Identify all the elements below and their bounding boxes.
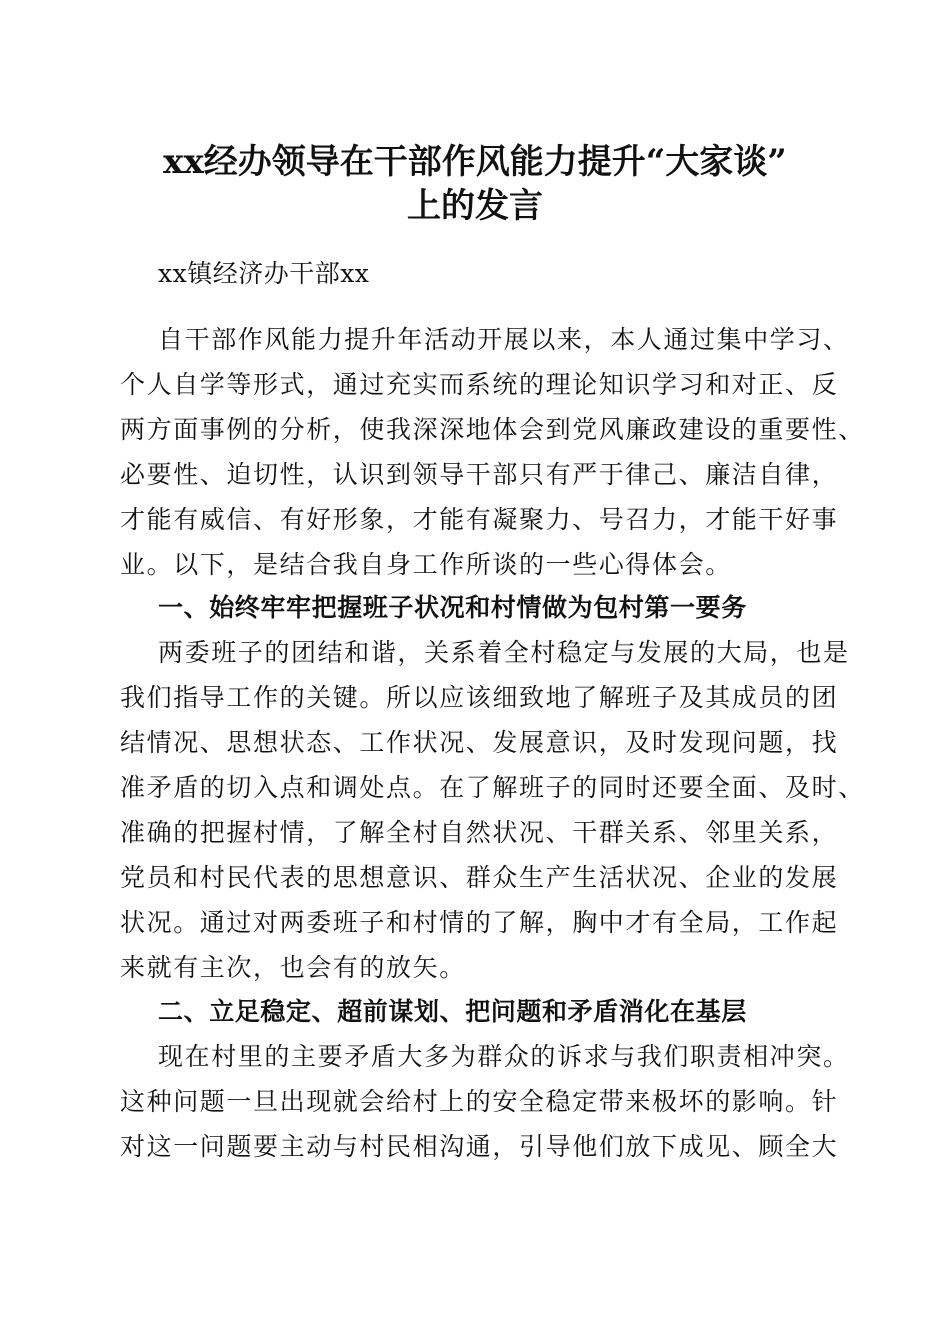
section2-line-3: 对这一问题要主动与村民相沟通，引导他们放下成见、顾全大 [120, 1132, 839, 1161]
section1-line-3: 结情况、思想状态、工作状况、发展意识，及时发现问题，找 [120, 728, 839, 757]
section1-line-1: 两委班子的团结和谐，关系着全村稳定与发展的大局，也是 [158, 638, 850, 667]
section1-line-6: 党员和村民代表的思想意识、群众生产生活状况、企业的发展 [120, 863, 839, 892]
section-heading-2: 二、立足稳定、超前谋划、把问题和矛盾消化在基层 [158, 997, 747, 1026]
section1-line-2: 我们指导工作的关键。所以应该细致地了解班子及其成员的团 [120, 683, 839, 712]
intro-line-3: 两方面事例的分析，使我深深地体会到党风廉政建设的重要性、 [120, 415, 865, 444]
intro-line-2: 个人自学等形式，通过充实而系统的理论知识学习和对正、反 [120, 370, 839, 399]
intro-line-4: 必要性、迫切性，认识到领导干部只有严于律己、廉洁自律， [120, 460, 839, 489]
intro-line-5: 才能有威信、有好形象，才能有凝聚力、号召力，才能干好事 [120, 505, 839, 534]
section1-line-4: 准矛盾的切入点和调处点。在了解班子的同时还要全面、及时、 [120, 773, 865, 802]
section2-line-1: 现在村里的主要矛盾大多为群众的诉求与我们职责相冲突。 [158, 1042, 850, 1071]
document-title-line-2: 上的发言 [407, 186, 543, 226]
document-title-line-1: xx经办领导在干部作风能力提升“大家谈” [163, 142, 787, 182]
section1-line-7: 状况。通过对两委班子和村情的了解，胸中才有全局，工作起 [120, 908, 839, 937]
section1-line-5: 准确的把握村情，了解全村自然状况、干群关系、邻里关系， [120, 818, 839, 847]
section2-line-2: 这种问题一旦出现就会给村上的安全稳定带来极坏的影响。针 [120, 1087, 839, 1116]
intro-line-1: 自干部作风能力提升年活动开展以来，本人通过集中学习、 [158, 325, 850, 354]
section1-line-8: 来就有主次，也会有的放矢。 [120, 953, 466, 982]
author-line: xx镇经济办干部xx [158, 259, 370, 288]
section-heading-1: 一、始终牢牢把握班子状况和村情做为包村第一要务 [158, 593, 747, 622]
intro-line-6: 业。以下，是结合我自身工作所谈的一些心得体会。 [120, 550, 732, 579]
